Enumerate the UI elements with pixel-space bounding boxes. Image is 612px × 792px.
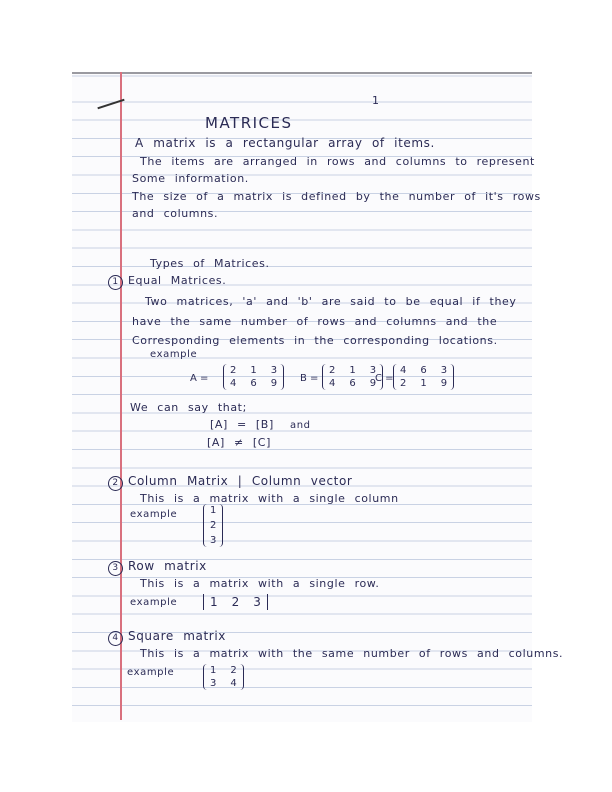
section-number: 3 — [108, 561, 123, 576]
margin-line — [120, 72, 122, 720]
matrix-cell: 1 — [250, 365, 257, 376]
matrix-cell: 3 — [210, 678, 217, 689]
types-heading: Types of Matrices. — [150, 257, 270, 270]
intro-line: The items are arranged in rows and columns to represent — [140, 155, 535, 168]
section-text: This is a matrix with a single row. — [140, 577, 380, 590]
page-title: MATRICES — [205, 114, 293, 132]
matrix-cell: 4 — [329, 378, 336, 389]
matrix-cell: 3 — [210, 535, 217, 546]
matrix-cell: 9 — [440, 378, 448, 389]
matrix-cell: 2 — [329, 365, 336, 376]
column-matrix — [203, 504, 223, 547]
section-heading: 2 Column Matrix | Column vector — [108, 474, 352, 491]
intro-line: and columns. — [132, 207, 219, 220]
conclusion-text: We can say that; — [130, 401, 247, 414]
matrix-cell: 4 — [230, 678, 237, 689]
matrix-cell: 3 — [369, 365, 377, 376]
notebook-page — [72, 72, 532, 722]
intro-line: A matrix is a rectangular array of items. — [135, 136, 435, 150]
intro-line: The size of a matrix is defined by the number of it's rows — [132, 190, 541, 203]
equation: [A] = [B] — [210, 418, 274, 431]
section-text: This is a matrix with a single column — [140, 492, 399, 505]
section-heading: 1 Equal Matrices. — [108, 274, 226, 290]
matrix-cell: 2 — [230, 365, 237, 376]
section-heading: 3 Row matrix — [108, 559, 207, 576]
matrix-cell: 1 — [349, 365, 356, 376]
matrix-cell: 1 — [210, 665, 217, 676]
matrix-cell: 4 — [400, 365, 407, 376]
section-heading: 4 Square matrix — [108, 629, 226, 646]
example-label: example — [130, 597, 178, 608]
section-text: Two matrices, 'a' and 'b' are said to be equal if they — [145, 295, 517, 308]
matrix-c — [393, 364, 454, 390]
matrix-b — [322, 364, 383, 390]
matrix-label: B = — [300, 373, 319, 384]
matrix-label: C = — [375, 373, 394, 384]
section-text: have the same number of rows and columns and the — [132, 315, 498, 328]
section-number: 4 — [108, 631, 123, 646]
section-number: 2 — [108, 476, 123, 491]
matrix-cell: 1 — [210, 595, 218, 609]
section-number: 1 — [108, 275, 123, 290]
matrix-cell: 4 — [230, 378, 237, 389]
matrix-cell: 1 — [210, 505, 217, 516]
matrix-cell: 2 — [210, 520, 217, 531]
matrix-cell: 9 — [369, 378, 377, 389]
matrix-cell: 3 — [253, 595, 261, 609]
conjunction: and — [290, 420, 311, 431]
matrix-a — [223, 364, 284, 390]
matrix-cell: 6 — [250, 378, 257, 389]
intro-line: Some information. — [132, 172, 249, 185]
matrix-label: A = — [190, 373, 209, 384]
matrix-cell: 2 — [231, 595, 240, 609]
matrix-cell: 6 — [349, 378, 356, 389]
matrix-cell: 9 — [270, 378, 278, 389]
matrix-cell: 3 — [270, 365, 278, 376]
example-label: example — [130, 509, 178, 520]
row-matrix — [203, 594, 268, 610]
matrix-cell: 1 — [420, 378, 427, 389]
section-text: This is a matrix with the same number of rows and columns. — [140, 647, 564, 660]
square-matrix — [203, 664, 244, 690]
matrix-cell: 6 — [420, 365, 427, 376]
matrix-cell: 2 — [230, 665, 237, 676]
equation: [A] ≠ [C] — [207, 436, 271, 449]
matrix-cell: 3 — [440, 365, 448, 376]
matrix-cell: 2 — [400, 378, 407, 389]
page-number: 1 — [372, 94, 380, 107]
example-label: example — [150, 349, 198, 360]
section-text: Corresponding elements in the corresponding locations. — [132, 334, 498, 347]
example-label: example — [127, 667, 175, 678]
